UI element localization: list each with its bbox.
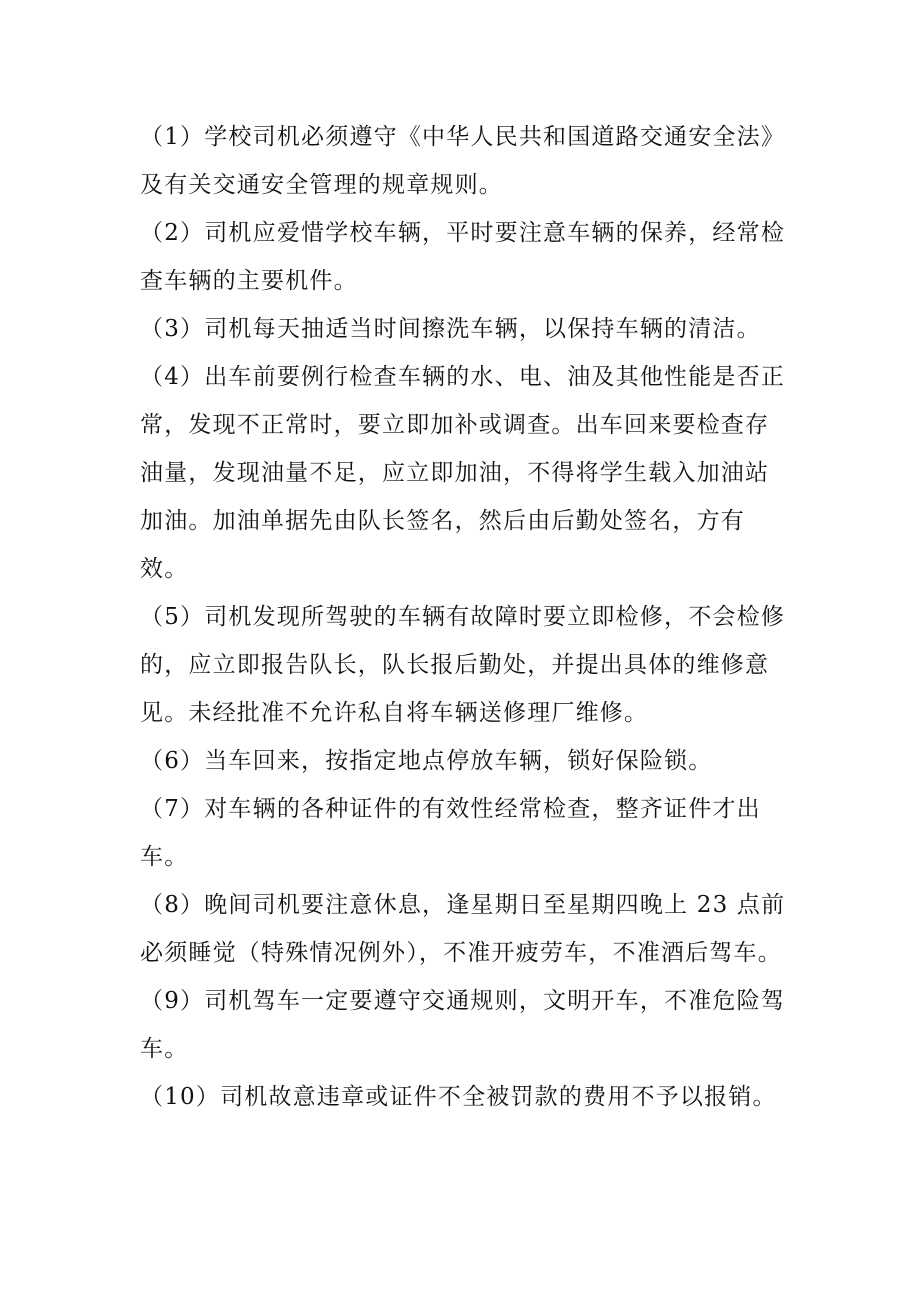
rule-paragraph-6: （6）当车回来，按指定地点停放车辆，锁好保险锁。 xyxy=(140,748,713,774)
document-body xyxy=(140,113,790,1121)
rule-paragraph-5: （5）司机发现所驾驶的车辆有故障时要立即检修，不会检修的，应立即报告队长，队长报后勤处，并提出具体的维修意见。未经批准不允许私自将车辆送修理厂维修。 xyxy=(140,604,786,726)
rule-paragraph-2: （2）司机应爱惜学校车辆，平时要注意车辆的保养，经常检查车辆的主要机件。 xyxy=(140,220,786,294)
rule-paragraph-7: （7）对车辆的各种证件的有效性经常检查，整齐证件才出车。 xyxy=(140,796,761,870)
rule-paragraph-4: （4）出车前要例行检查车辆的水、电、油及其他性能是否正常，发现不正常时，要立即加补或调查。出车回来要检查存油量，发现油量不足，应立即加油，不得将学生载入加油站加油。加油单据先由队长签名，然后由后勤处签名，方有效。 xyxy=(140,364,786,582)
rule-paragraph-10: （10）司机故意违章或证件不全被罚款的费用不予以报销。 xyxy=(140,1084,777,1110)
rule-paragraph-8: （8）晚间司机要注意休息，逢星期日至星期四晚上 23 点前必须睡觉（特殊情况例外），不准开疲劳车，不准酒后驾车。 xyxy=(140,892,786,966)
rule-paragraph-3: （3）司机每天抽适当时间擦洗车辆，以保持车辆的清洁。 xyxy=(140,316,761,342)
rule-paragraph-9: （9）司机驾车一定要遵守交通规则，文明开车，不准危险驾车。 xyxy=(140,988,786,1062)
rule-paragraph-1: （1）学校司机必须遵守《中华人民共和国道路交通安全法》及有关交通安全管理的规章规则。 xyxy=(140,124,786,198)
